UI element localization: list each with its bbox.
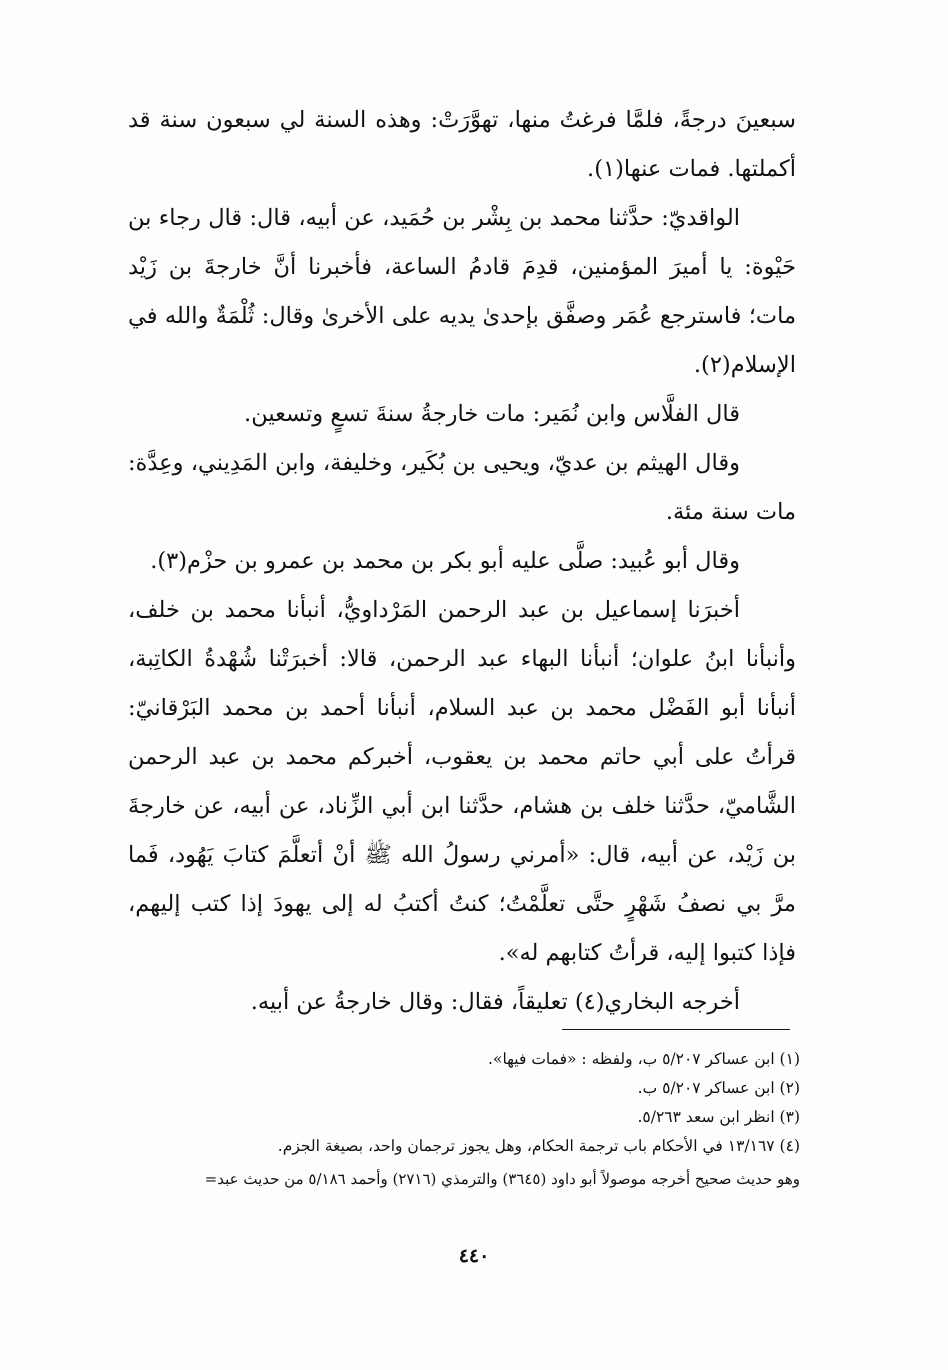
footnotes: [110, 1045, 800, 1194]
footnote-2: (٢) ابن عساكر ٥/٢٠٧ ب.: [637, 1079, 800, 1097]
footnote-separator: [562, 1029, 790, 1030]
paragraph-1: سبعينَ درجةً، فلمَّا فرغتُ منها، تهوَّرَتْ: وهذه السنة لي سبعون سنة قد أكملتها. فمات عنها(١).: [128, 107, 796, 182]
paragraph-4: وقال الهيثم بن عديّ، ويحيى بن بُكَير، وخليفة، وابن المَدِيني، وعِدَّة: مات سنة مئة.: [128, 450, 796, 525]
footnote-4-continuation: وهو حديث صحيح أخرجه موصولاً أبو داود (٣٦٤٥) والترمذي (٢٧١٦) وأحمد ٥/١٨٦ من حديث عبد=: [204, 1170, 800, 1188]
paragraph-3: قال الفلَّاس وابن نُمَير: مات خارجةُ سنةَ تسعٍ وتسعين.: [244, 401, 740, 427]
paragraph-2: الواقديّ: حدَّثنا محمد بن بِشْر بن حُمَيد، عن أبيه، قال: قال رجاء بن حَيْوة: يا أميرَ المؤمنين، قدِمَ قادمُ الساعة، فأخبرنا أنَّ خارجةَ بن زَيْد مات؛ فاسترجع عُمَر وصفَّق بإحدىٰ يديه على الأخرىٰ وقال: ثُلْمَةٌ والله في الإسلام(٢).: [128, 205, 796, 378]
paragraph-5: وقال أبو عُبيد: صلَّى عليه أبو بكر بن محمد بن عمرو بن حزْم(٣).: [150, 548, 740, 574]
main-text: [128, 96, 796, 1027]
footnote-1: (١) ابن عساكر ٥/٢٠٧ ب، ولفظه : «فمات فيها».: [488, 1050, 800, 1068]
paragraph-7: أخرجه البخاري(٤) تعليقاً، فقال: وقال خارجةُ عن أبيه.: [250, 989, 740, 1015]
paragraph-6: أخبرَنا إسماعيل بن عبد الرحمن المَرْداويُّ، أنبأنا محمد بن خلف، وأنبأنا ابنُ علوان؛ أنبأنا البهاء عبد الرحمن، قالا: أخبرَتْنا شُهْدةُ الكاتِبة، أنبأنا أبو الفَضْل محمد بن عبد السلام، أنبأنا أحمد بن محمد البَرْقانيّ: قرأتُ على أبي حاتم محمد بن يعقوب، أخبركم محمد بن عبد الرحمن الشَّاميّ، حدَّثنا خلف بن هشام، حدَّثنا ابن أبي الزِّناد، عن أبيه، عن خارجةَ بن زَيْد، عن أبيه، قال: «أمرني رسولُ الله ﷺ أنْ أتعلَّمَ كتابَ يَهُود، فَما مرَّ بي نصفُ شَهْرٍ حتَّى تعلَّمْتُ؛ كنتُ أكتبُ له إلى يهودَ إذا كتب إليهم، فإذا كتبوا إليه، قرأتُ كتابهم له».: [128, 597, 796, 966]
footnote-4: (٤) ١٣/١٦٧ في الأحكام باب ترجمة الحكام، وهل يجوز ترجمان واحد، بصيغة الجزم.: [277, 1137, 800, 1155]
footnote-3: (٣) انظر ابن سعد ٥/٢٦٣.: [637, 1108, 800, 1126]
page-number: ٤٤٠: [458, 1245, 490, 1267]
